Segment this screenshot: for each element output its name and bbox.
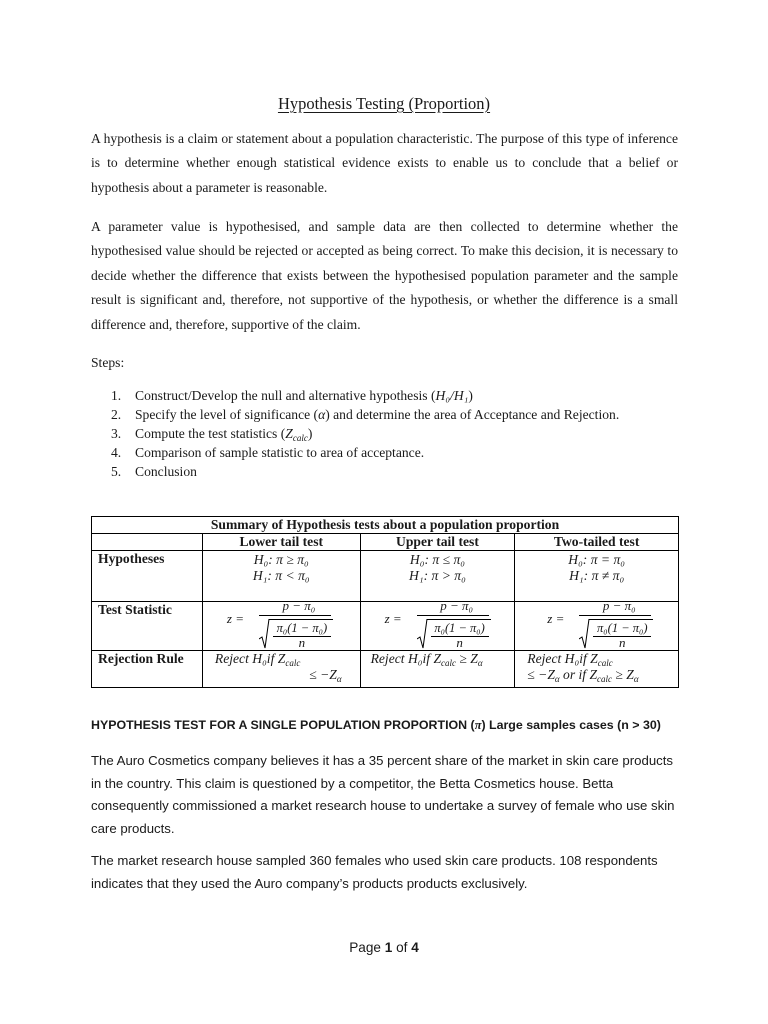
survey-paragraph: The market research house sampled 360 females who used skin care products. 108 respondents indicates that they used the Auro company’s products products exclusively. — [91, 853, 658, 891]
table-row — [92, 602, 679, 651]
rejection-rule-cell: Reject H₀if $Z_{calc} \ge Z_\alpha$ — [360, 651, 515, 688]
intro-paragraph: A hypothesis is a claim or statement about a population characteristic. The purpose of this type of inference is to determine whether enough statistical evidence exists to enable us to conclude that a belief or hypothesis about a parameter is reasonable. — [91, 131, 678, 195]
test-statistic-formula: z = p − π₀ π₀(1 − π₀) n — [202, 602, 360, 651]
row-head: Rejection Rule — [92, 651, 203, 688]
step-item: 4. Comparison of sample statistic to area of acceptance. — [111, 445, 425, 460]
hypothesis-summary-table — [91, 516, 679, 688]
page-number: Page 1 of 4 — [349, 940, 419, 955]
rejection-rule-cell: Reject H₀if $Z_{calc}$ ≤ $-Z_\alpha$ or if $Z_{calc} \ge Z_\alpha$ — [515, 651, 679, 688]
step-item: 2. Specify the level of significance (α) and determine the area of Acceptance and Rejection. — [111, 407, 620, 422]
rejection-rule-cell: Reject H₀if $Z_{calc}$ ≤ $-Z_\alpha$ — [202, 651, 360, 688]
page-title: Hypothesis Testing (Proportion) — [277, 94, 491, 113]
column-header: Two-tailed test — [515, 534, 679, 551]
step-item: 3. Compute the test statistics $(Z_{calc})$ — [111, 426, 313, 443]
section-heading: HYPOTHESIS TEST FOR A SINGLE POPULATION PROPORTION (π) Large samples cases (n > 30) — [91, 718, 661, 732]
column-header: Lower tail test — [202, 534, 360, 551]
table-row — [92, 651, 679, 688]
row-head: Hypotheses — [92, 551, 203, 602]
parameter-paragraph: A parameter value is hypothesised, and sample data are then collected to determine whether the hypothesised value should be rejected or accepted as being correct. To make this decision, it is necessary to decide whether the difference that exists between the hypothesised population parameter and the sample result is significant and, therefore, not supportive of the hypothesis, or whether the difference is a small difference and, therefore, supportive of the claim. — [91, 219, 678, 332]
table-caption: Summary of Hypothesis tests about a population proportion — [92, 517, 679, 534]
hypotheses-cell: H₀: π ≤ π₀ H₁: π > π₀ — [360, 551, 515, 602]
column-header: Upper tail test — [360, 534, 515, 551]
step-item: 5. Conclusion — [111, 464, 197, 479]
steps-label: Steps: — [91, 355, 125, 370]
step-item: 1. Construct/Develop the null and alternative hypothesis (H₀/H₁) — [111, 388, 473, 403]
test-statistic-formula: z = p − π₀ π₀(1 − π₀) n — [360, 602, 515, 651]
row-head: Test Statistic — [92, 602, 203, 651]
steps-list — [91, 386, 681, 481]
auro-paragraph: The Auro Cosmetics company believes it has a 35 percent share of the market in skin care products in the country. This claim is questioned by a competitor, the Betta Cosmetics house. Betta consequently commissioned a market research house to undertake a survey of female who use skin care products. — [91, 753, 675, 836]
hypotheses-cell: H₀: π ≥ π₀ H₁: π < π₀ — [202, 551, 360, 602]
table-row — [92, 551, 679, 602]
hypotheses-cell: H₀: π = π₀ H₁: π ≠ π₀ — [515, 551, 679, 602]
test-statistic-formula: z = p − π₀ π₀(1 − π₀) n — [515, 602, 679, 651]
